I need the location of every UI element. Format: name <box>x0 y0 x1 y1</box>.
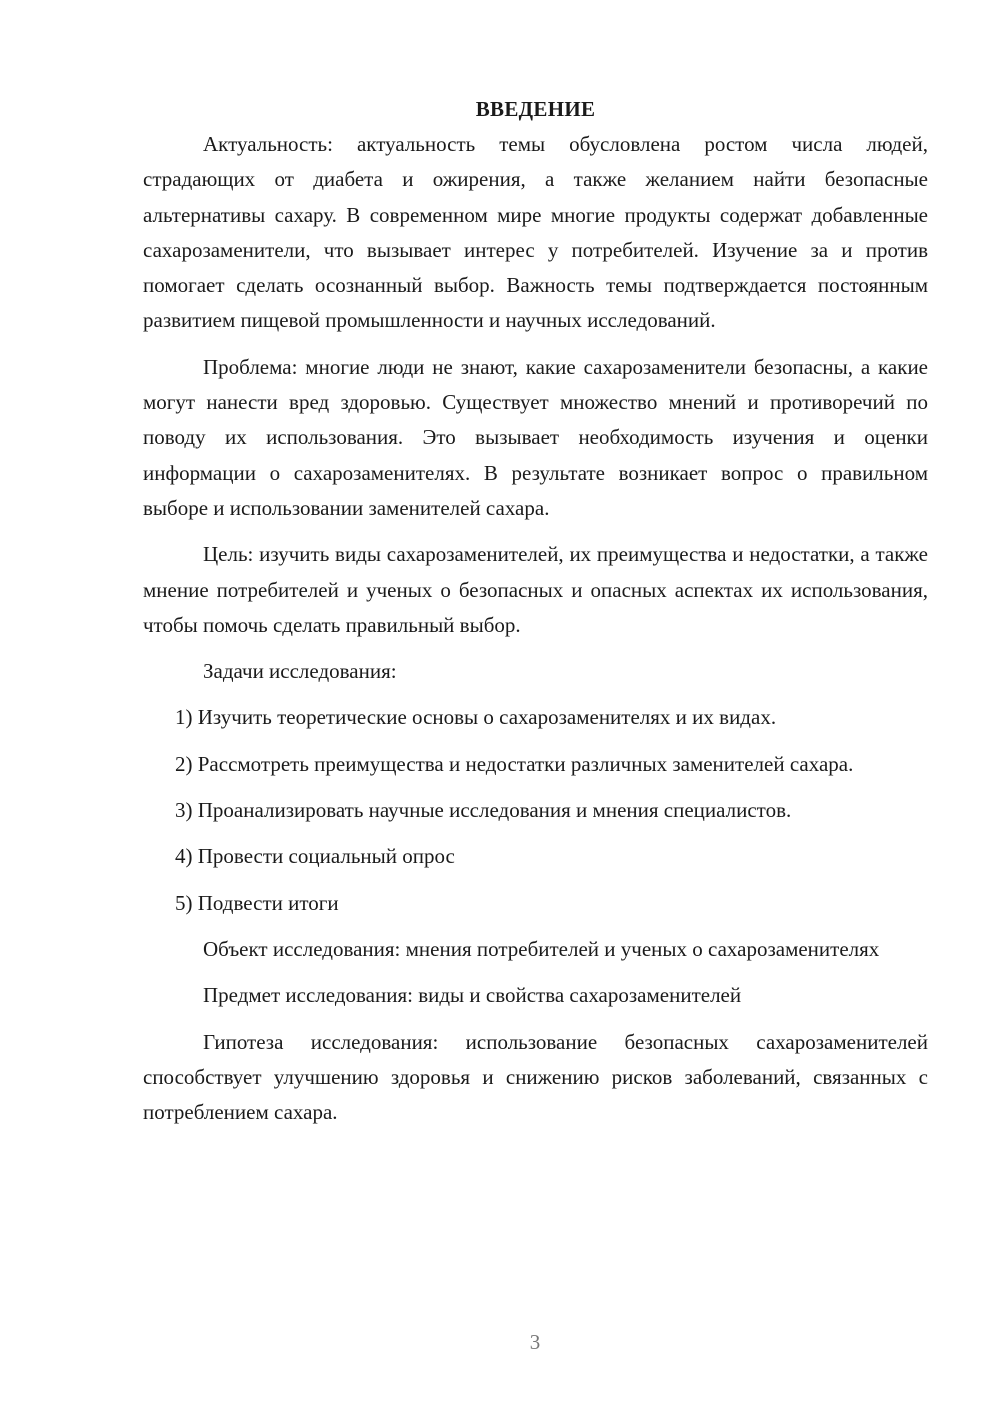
object-paragraph: Объект исследования: мнения потребителей и ученых о сахарозаменителях <box>203 936 880 961</box>
problem-paragraph: Проблема: многие люди не знают, какие сахарозаменители безопасны, а какие могут нанести вред здоровью. Существует множество мнений и противоречий по поводу их использования. Это вызывает необходимость изучения и оценки информации о сахарозаменителях. В результате возникает вопрос о правильном выборе и использовании заменителей сахара. <box>143 354 928 520</box>
task-item-1: 1) Изучить теоретические основы о сахарозаменителях и их видах. <box>175 705 777 730</box>
hypothesis-paragraph: Гипотеза исследования: использование безопасных сахарозаменителей способствует улучшению здоровья и снижению рисков заболеваний, связанных с потреблением сахара. <box>143 1029 928 1125</box>
subject-paragraph: Предмет исследования: виды и свойства сахарозаменителей <box>203 983 742 1008</box>
task-item-5: 5) Подвести итоги <box>175 890 339 915</box>
task-item-4: 4) Провести социальный опрос <box>175 844 455 869</box>
page-number: 3 <box>529 1330 541 1354</box>
document-page <box>143 92 928 1130</box>
goal-paragraph: Цель: изучить виды сахарозаменителей, их преимущества и недостатки, а также мнение потребителей и ученых о безопасных и опасных аспектах их использования, чтобы помочь сделать правильный выбор. <box>143 542 928 637</box>
task-item-2: 2) Рассмотреть преимущества и недостатки различных заменителей сахара. <box>175 751 854 776</box>
relevance-paragraph: Актуальность: актуальность темы обусловлена ростом числа людей, страдающих от диабета и ожирения, а также желанием найти безопасные альтернативы сахару. В современном мире многие продукты содержат добавленные сахарозаменители, что вызывает интерес у потребителей. Изучение за и против помогает сделать осознанный выбор. Важность темы подтверждается постоянным развитием пищевой промышленности и научных исследований. <box>143 132 928 333</box>
page-title: ВВЕДЕНИЕ <box>475 97 596 121</box>
task-item-3: 3) Проанализировать научные исследования и мнения специалистов. <box>175 798 792 823</box>
tasks-heading: Задачи исследования: <box>203 659 397 684</box>
